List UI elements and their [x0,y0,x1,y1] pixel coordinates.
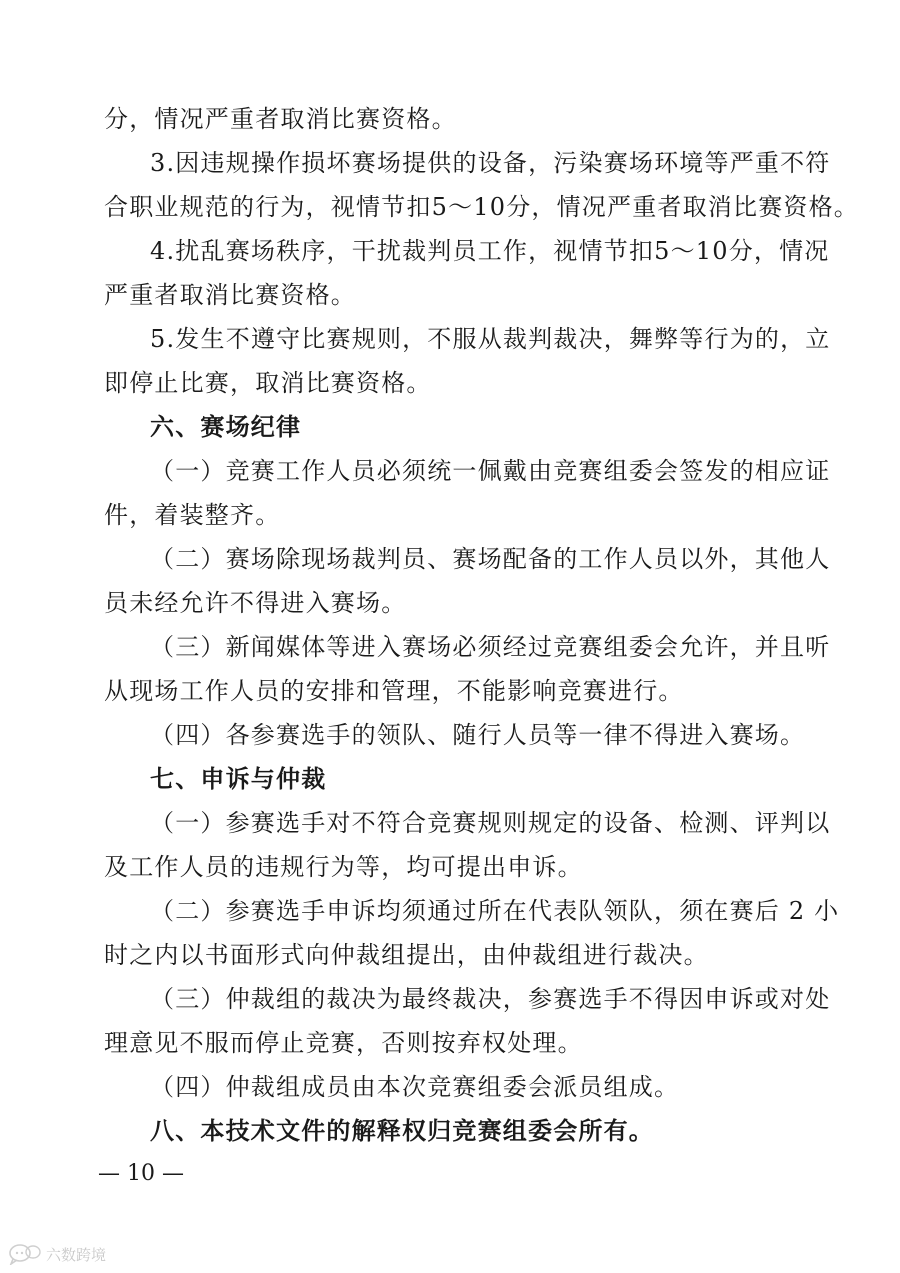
text-line: 员未经允许不得进入赛场。 [104,589,407,617]
text-line: （三）仲裁组的裁决为最终裁决，参赛选手不得因申诉或对处 [150,985,831,1013]
text-line: （三）新闻媒体等进入赛场必须经过竞赛组委会允许，并且听 [150,633,831,661]
page-number: — 10 — [98,1161,184,1186]
text-line: 理意见不服而停止竞赛，否则按弃权处理。 [104,1029,583,1057]
section-heading: 八、本技术文件的解释权归竞赛组委会所有。 [150,1117,654,1145]
text-line: （四）各参赛选手的领队、随行人员等一律不得进入赛场。 [150,721,806,749]
text-line: 4.扰乱赛场秩序，干扰裁判员工作，视情节扣5～10分，情况 [150,237,830,265]
text-line: 时之内以书面形式向仲裁组提出，由仲裁组进行裁决。 [104,941,709,969]
text-line: 从现场工作人员的安排和管理，不能影响竞赛进行。 [104,677,684,705]
text-line: （二）赛场除现场裁判员、赛场配备的工作人员以外，其他人 [150,545,831,573]
text-line: 即停止比赛，取消比赛资格。 [104,369,432,397]
text-line: 及工作人员的违规行为等，均可提出申诉。 [104,853,583,881]
text-line: 件，着装整齐。 [104,501,281,529]
text-line: 严重者取消比赛资格。 [104,281,356,309]
text-line: 3.因违规操作损坏赛场提供的设备，污染赛场环境等严重不符 [150,149,831,177]
text-line: （四）仲裁组成员由本次竞赛组委会派员组成。 [150,1073,680,1101]
text-line: 分，情况严重者取消比赛资格。 [104,105,457,133]
chat-bubble-logo-icon [8,1243,42,1265]
text-line: （一）竞赛工作人员必须统一佩戴由竞赛组委会签发的相应证 [150,457,831,485]
text-line: （一）参赛选手对不符合竞赛规则规定的设备、检测、评判以 [150,809,831,837]
text-line: （二）参赛选手申诉均须通过所在代表队领队，须在赛后 2 小 [150,897,840,925]
text-line: 5.发生不遵守比赛规则，不服从裁判裁决，舞弊等行为的，立 [150,325,831,353]
section-heading: 七、申诉与仲裁 [150,765,327,793]
text-line: 合职业规范的行为，视情节扣5～10分，情况严重者取消比赛资格。 [104,193,860,221]
watermark-text: 六数跨境 [46,1245,107,1264]
section-heading: 六、赛场纪律 [150,413,302,441]
watermark [8,1242,106,1266]
